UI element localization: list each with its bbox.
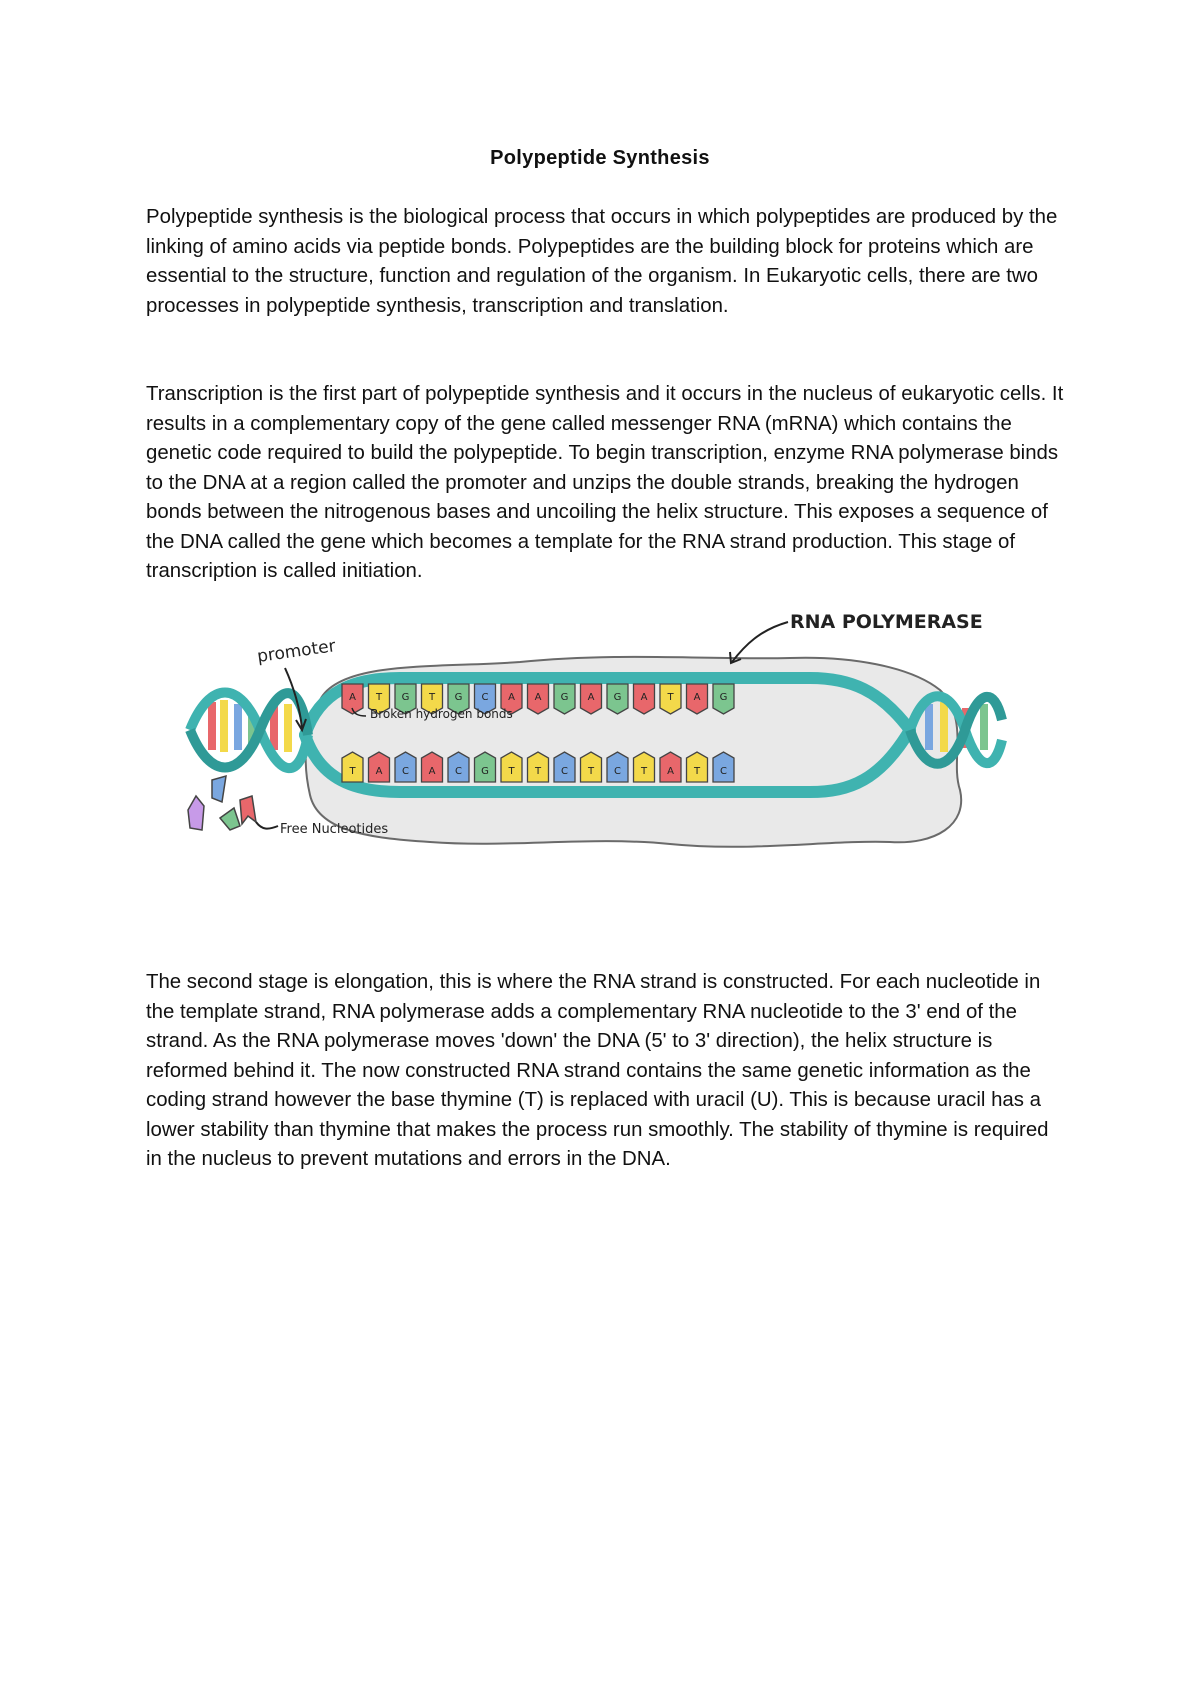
- top-base-letter: A: [534, 692, 542, 703]
- top-base-letter: A: [349, 692, 356, 703]
- bottom-base-letter: A: [375, 766, 383, 777]
- bottom-base-letter: T: [640, 766, 648, 777]
- top-base-letter: A: [587, 692, 595, 703]
- paragraph-elongation: The second stage is elongation, this is where the RNA strand is constructed. For each nucleotide in the template strand, RNA polymerase adds a complementary RNA nucleotide to the 3' end of the strand. As the RNA polymerase moves 'down' the DNA (5' to 3' direction), the helix structure is reformed behind it. The now constructed RNA strand contains the same genetic information as the coding strand however the base thymine (T) is replaced with uracil (U). This is because uracil has a lower stability than thymine that makes the process run smoothly. The stability of thymine is required in the nucleus to prevent mutations and errors in the DNA.: [146, 971, 1049, 1170]
- bottom-base-letter: T: [534, 766, 542, 777]
- dna-helix-left: [190, 693, 308, 769]
- top-base-letter: C: [481, 692, 489, 703]
- polymerase-arrow: [732, 622, 788, 662]
- bottom-base-letter: A: [667, 766, 674, 777]
- bottom-base-letter: C: [402, 766, 409, 777]
- bottom-base-letter: T: [349, 766, 356, 777]
- bottom-base-letter: T: [693, 766, 701, 777]
- top-base-letter: G: [454, 692, 463, 703]
- free-nucleotides: [188, 776, 256, 830]
- top-base-letter: T: [667, 692, 674, 703]
- promoter-label: promoter: [255, 636, 337, 667]
- top-base-letter: G: [613, 692, 622, 703]
- bottom-strand-bases: [342, 752, 734, 782]
- bottom-base-letter: T: [508, 766, 515, 777]
- top-base-letter: T: [375, 692, 383, 703]
- free-nucleotides-pointer: [256, 822, 278, 829]
- top-base-letter: G: [401, 692, 410, 703]
- page-title: Polypeptide Synthesis: [490, 147, 710, 169]
- top-base-letter: T: [428, 692, 436, 703]
- paragraph-intro: Polypeptide synthesis is the biological process that occurs in which polypeptides are produced by the linking of amino acids via peptide bonds. Polypeptides are the building block for proteins which are essential to the structure, function and regulation of the organism. In Eukaryotic cells, there are two processes in polypeptide synthesis, transcription and translation.: [146, 206, 1058, 317]
- top-base-letter: G: [560, 692, 569, 703]
- broken-hbonds-label: Broken hydrogen bonds: [370, 707, 513, 721]
- bottom-base-letter: A: [428, 766, 436, 777]
- bottom-base-letter: C: [455, 766, 462, 777]
- rna-polymerase-label: RNA POLYMERASE: [790, 611, 983, 633]
- free-nucleotides-label: Free Nucleotides: [280, 822, 389, 837]
- bottom-base-letter: C: [561, 766, 568, 777]
- bottom-base-letter: C: [720, 766, 727, 777]
- paragraph-transcription: Transcription is the first part of polypeptide synthesis and it occurs in the nucleus of eukaryotic cells. It results in a complementary copy of the gene called messenger RNA (mRNA) which contains the genetic code required to build the polypeptide. To begin transcription, enzyme RNA polymerase binds to the DNA at a region called the promoter and unzips the double strands, breaking the hydrogen bonds between the nitrogenous bases and uncoiling the helix structure. This exposes a sequence of the DNA called the gene which becomes a template for the RNA strand production. This stage of transcription is called initiation.: [146, 383, 1064, 582]
- transcription-diagram: [190, 611, 1090, 920]
- top-base-letter: A: [640, 692, 648, 703]
- top-base-letter: G: [719, 692, 728, 703]
- top-base-letter: A: [508, 692, 515, 703]
- top-base-letter: A: [693, 692, 701, 703]
- bottom-base-letter: G: [481, 766, 489, 777]
- bottom-base-letter: C: [614, 766, 621, 777]
- bottom-base-letter: T: [587, 766, 595, 777]
